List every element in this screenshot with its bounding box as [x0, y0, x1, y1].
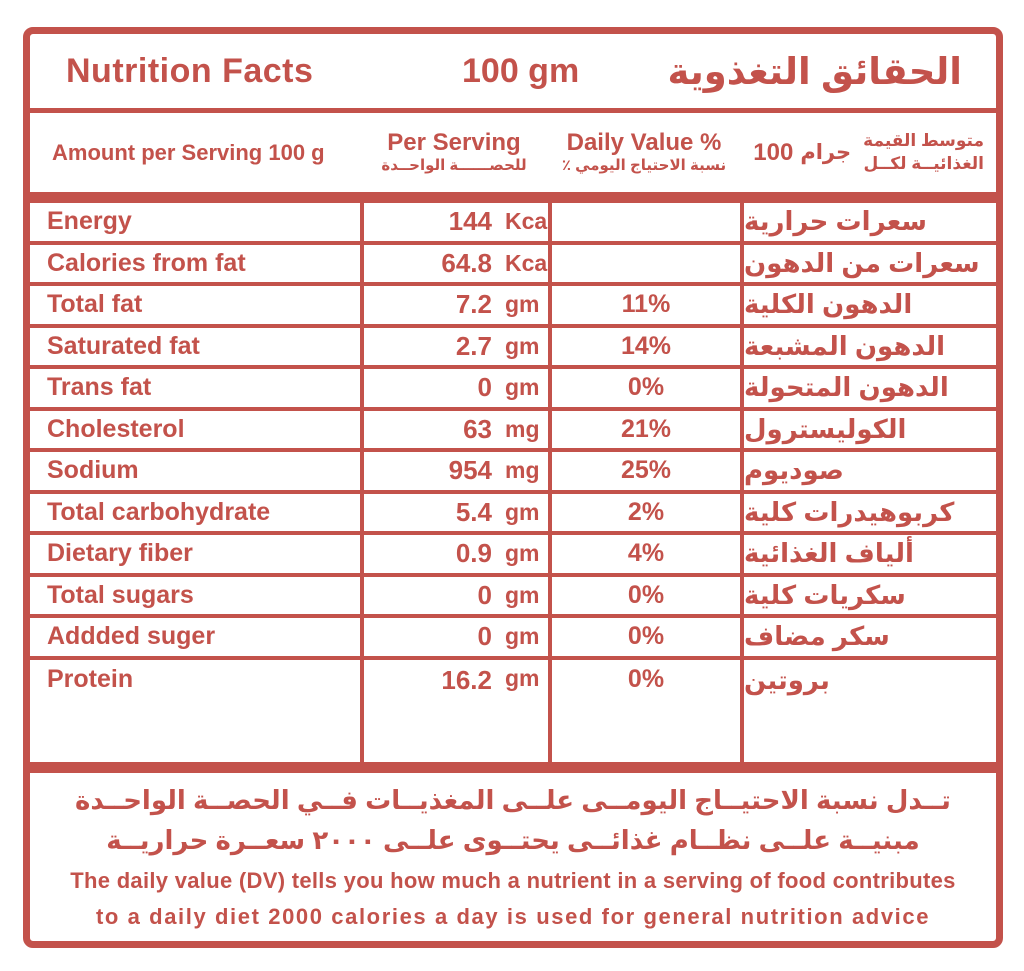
daily-value-label-en: Daily Value % [566, 129, 722, 157]
nutrient-name-ar: سكر مضاف [740, 618, 996, 656]
nutrient-daily-value [548, 245, 740, 283]
nutrient-name-ar: ألياف الغذائية [740, 535, 996, 573]
table-row-total-fat [30, 286, 996, 328]
nutrient-daily-value: 14% [548, 328, 740, 366]
nutrient-name-ar: سعرات حرارية [740, 203, 996, 241]
nutrient-value: 7.2 [455, 289, 492, 320]
nutrient-daily-value: 11% [548, 286, 740, 324]
nutrient-value: 63 [463, 413, 492, 444]
nutrient-value: 144 [448, 206, 492, 237]
nutrient-name-ar: الدهون المشبعة [740, 328, 996, 366]
note-arabic-line2: مبنيــة علــى نظــام غذائــى يحتــوى علــى ٢٠٠٠ سعــرة حراريــة [106, 825, 920, 855]
daily-value-note [30, 773, 996, 941]
table-row-dietary-fiber [30, 535, 996, 577]
nutrient-value-cell [360, 660, 548, 763]
nutrient-daily-value: 0% [548, 618, 740, 656]
per-100-gram-label [753, 139, 851, 167]
column-headers [30, 113, 996, 192]
nutrient-value-cell [360, 618, 548, 656]
table-row-energy [30, 203, 996, 245]
nutrient-unit: gm [505, 581, 540, 608]
nutrient-unit: gm [505, 374, 540, 401]
nutrient-name-en: Total fat [47, 290, 143, 319]
nutrient-name-en: Energy [47, 207, 132, 236]
nutrient-name-en: Calories from fat [47, 248, 246, 277]
nutrient-name-en: Addded suger [47, 622, 216, 651]
average-value-ar-line2: الغذائيــة لكــل [863, 153, 984, 173]
nutrient-value-cell [360, 369, 548, 407]
table-row-total-sugars [30, 577, 996, 619]
nutrient-unit: Kcal [505, 249, 554, 276]
note-english-line2: to a daily diet 2000 calories a day is used for general nutrition advice [95, 904, 931, 930]
nutrient-daily-value: 2% [548, 494, 740, 532]
serving-size: 100 gm [462, 51, 580, 90]
nutrient-name-ar: الدهون المتحولة [740, 369, 996, 407]
amount-per-serving-label: Amount per Serving 100 g [52, 139, 325, 165]
nutrient-daily-value: 0% [548, 577, 740, 615]
amount-number: 100 [753, 138, 794, 166]
nutrient-unit: gm [505, 623, 540, 650]
nutrient-value-cell [360, 577, 548, 615]
nutrient-value-cell [360, 245, 554, 283]
nutrient-name-en: Cholesterol [47, 414, 185, 443]
nutrient-value-cell [360, 535, 548, 573]
nutrient-unit: gm [505, 498, 540, 525]
daily-value-ar-text: نسبة الاحتياج اليومي [575, 157, 727, 175]
nutrient-unit: gm [505, 291, 540, 318]
nutrient-unit: gm [505, 664, 540, 691]
nutrient-name-ar: الدهون الكلية [740, 286, 996, 324]
nutrient-value: 2.7 [455, 330, 492, 361]
title-english: Nutrition Facts [66, 51, 314, 90]
note-arabic-line1: تــدل نسبة الاحتيــاج اليومــى علــى المغذيــات فــي الحصــة الواحــدة [75, 784, 951, 815]
nutrient-name-en: Protein [47, 664, 134, 693]
nutrient-name-en: Trans fat [47, 373, 152, 402]
nutrient-daily-value: 0% [548, 369, 740, 407]
average-value-header [740, 130, 996, 176]
nutrient-name-en: Dietary fiber [47, 539, 193, 568]
nutrient-daily-value: 21% [548, 411, 740, 449]
note-english-line1: The daily value (DV) tells you how much a nutrient in a serving of food contributes [70, 868, 956, 894]
nutrient-name-ar: صوديوم [740, 452, 996, 490]
nutrient-daily-value: 25% [548, 452, 740, 490]
nutrient-daily-value: 0% [548, 660, 740, 763]
nutrient-name-en: Total carbohydrate [47, 497, 271, 526]
nutrient-value: 64.8 [441, 247, 492, 278]
nutrient-daily-value [548, 203, 740, 241]
nutrient-unit: gm [505, 332, 540, 359]
daily-value-header [548, 130, 740, 175]
per-serving-label-en: Per Serving [387, 129, 521, 157]
nutrient-value: 5.4 [455, 496, 492, 527]
table-row-total-carbohydrate [30, 494, 996, 536]
nutrient-name-en: Sodium [47, 456, 139, 485]
nutrient-value: 0.9 [455, 538, 492, 569]
nutrient-value-cell [360, 452, 548, 490]
amount-unit-ar: جرام [800, 141, 852, 164]
nutrient-name-ar: سكريات كلية [740, 577, 996, 615]
table-row-calories-from-fat [30, 245, 996, 287]
table-row-trans-fat [30, 369, 996, 411]
nutrient-name-ar: بروتين [740, 660, 996, 763]
daily-value-label-ar [562, 158, 726, 175]
nutrient-value-cell [360, 411, 548, 449]
nutrient-value-cell [360, 203, 554, 241]
average-value-ar-line1: متوسط القيمة [863, 130, 984, 150]
section-divider-top [30, 192, 996, 203]
nutrient-value-cell [360, 328, 548, 366]
nutrient-name-ar: سعرات من الدهون [740, 245, 996, 283]
nutrient-value: 16.2 [441, 664, 492, 695]
arabic-percent-sign: ٪ [561, 157, 572, 175]
nutrient-value: 0 [477, 621, 492, 652]
title-arabic: الحقائق التغذوية [667, 50, 962, 92]
table-row-sodium [30, 452, 996, 494]
nutrient-name-en: Total sugars [47, 580, 194, 609]
label-header [30, 34, 996, 108]
section-divider-bottom [30, 762, 996, 773]
nutrient-value: 0 [477, 579, 492, 610]
table-row-cholesterol [30, 411, 996, 453]
nutrient-unit: mg [505, 415, 540, 442]
per-serving-label-ar: للحصــــــة الواحــدة [381, 157, 527, 175]
nutrient-unit: mg [505, 457, 540, 484]
nutrient-unit: gm [505, 540, 540, 567]
nutrient-value-cell [360, 286, 548, 324]
nutrient-daily-value: 4% [548, 535, 740, 573]
nutrient-value-cell [360, 494, 548, 532]
nutrient-name-ar: الكوليسترول [740, 411, 996, 449]
nutrient-value: 954 [448, 455, 492, 486]
nutrition-facts-label [23, 27, 1003, 948]
per-serving-header [360, 130, 548, 175]
average-value-ar [863, 130, 984, 176]
table-row-protein [30, 660, 996, 763]
nutrient-value: 0 [477, 372, 492, 403]
nutrient-table [30, 203, 996, 762]
nutrient-name-en: Saturated fat [47, 331, 200, 360]
table-row-added-sugar [30, 618, 996, 660]
table-row-saturated-fat [30, 328, 996, 370]
nutrient-name-ar: كربوهيدرات كلية [740, 494, 996, 532]
nutrient-unit: Kcal [505, 208, 554, 235]
